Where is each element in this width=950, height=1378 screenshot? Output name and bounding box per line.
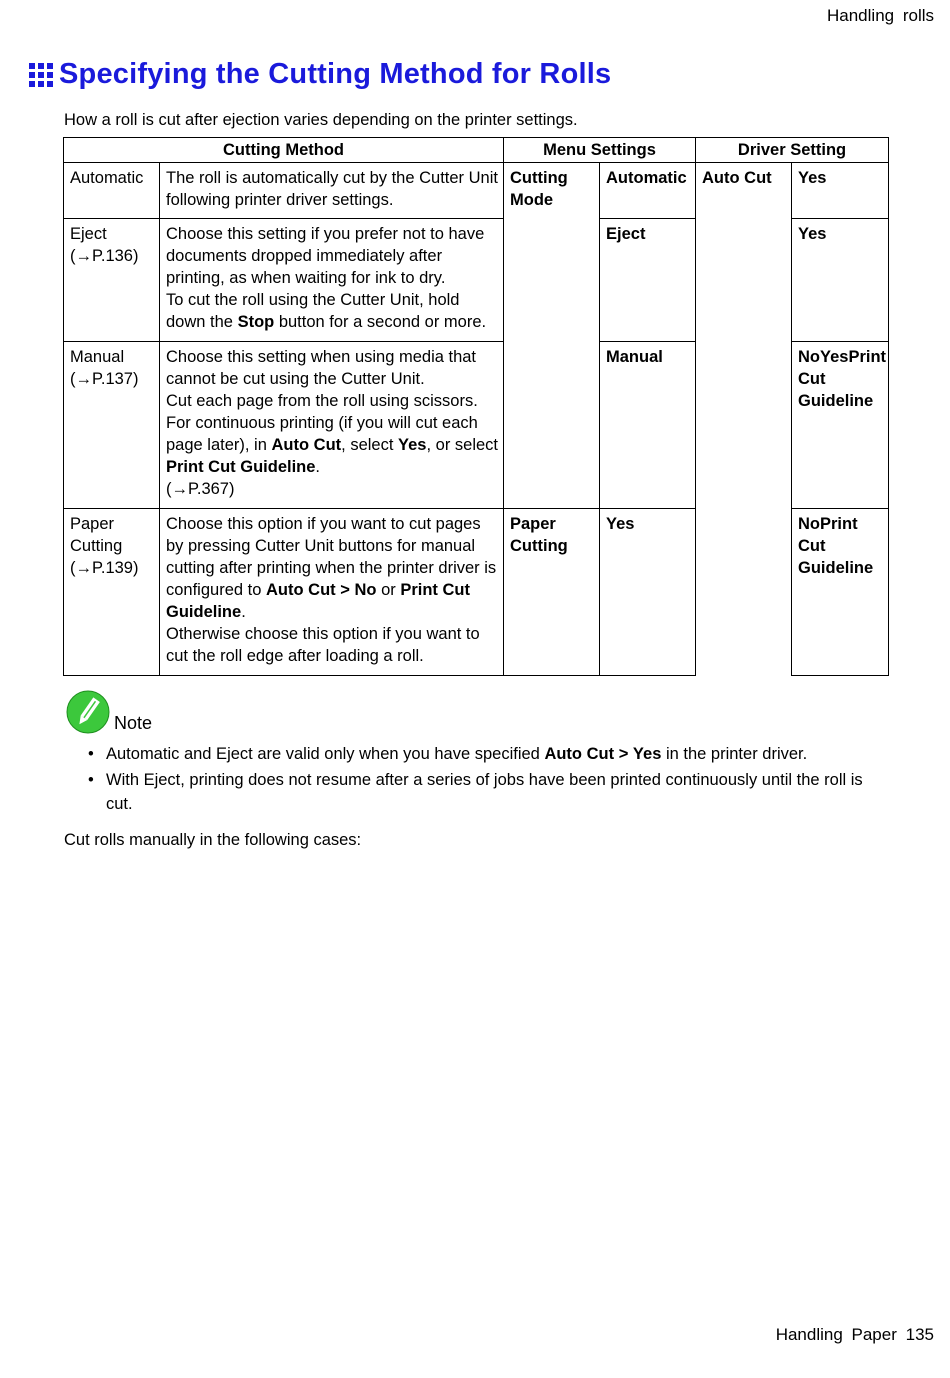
running-header: Handling rolls	[827, 6, 934, 25]
cases-text: Cut rolls manually in the following cases:	[64, 831, 362, 849]
driver-value-cell: NoYesPrint Cut Guideline	[792, 342, 889, 509]
header-driver-setting: Driver Setting	[696, 138, 889, 163]
method-cell: Manual (→P.137)	[64, 342, 160, 509]
page-footer	[776, 1325, 934, 1345]
description-cell: Choose this setting when using media that cannot be cut using the Cutter Unit. Cut each page from the roll using scissors. For continuous printing (if you will cut each page later), in Auto Cut, select Yes, or select Print Cut Guideline. (→P.367)	[160, 342, 504, 509]
note-heading	[66, 690, 152, 734]
cutting-method-table	[63, 137, 889, 676]
grid-dots-icon	[28, 62, 54, 88]
description-cell: The roll is automatically cut by the Cutter Unit following printer driver settings.	[160, 163, 504, 219]
table-header-row	[64, 138, 889, 163]
page-ref: (→P.136)	[70, 247, 139, 265]
menu-item-cutting-mode: Cutting Mode	[504, 163, 600, 219]
menu-item-empty	[504, 219, 600, 342]
list-item: • With Eject, printing does not resume after a series of jobs have been printed continuously until the roll is cut.	[88, 768, 868, 816]
driver-item-auto-cut: Auto Cut	[696, 163, 792, 676]
method-cell: Automatic	[64, 163, 160, 219]
page-title: Specifying the Cutting Method for Rolls	[59, 58, 612, 90]
driver-value-cell: NoPrint Cut Guideline	[792, 509, 889, 676]
pencil-note-icon	[66, 690, 110, 734]
menu-value-cell: Eject	[600, 219, 696, 342]
method-cell: Eject (→P.136)	[64, 219, 160, 342]
menu-item-paper-cutting: Paper Cutting	[504, 509, 600, 676]
note-list	[88, 742, 868, 818]
description-cell: Choose this option if you want to cut pages by pressing Cutter Unit buttons for manual cutting after printing when the printer driver is configured to Auto Cut > No or Print Cut Guideline. Otherwise choose this option if you want to cut the roll edge after loading a roll.	[160, 509, 504, 676]
menu-value-cell: Automatic	[600, 163, 696, 219]
menu-value-cell: Manual	[600, 342, 696, 509]
header-menu-settings: Menu Settings	[504, 138, 696, 163]
page-ref: (→P.367)	[166, 480, 235, 498]
driver-value-cell: Yes	[792, 219, 889, 342]
method-cell: Paper Cutting (→P.139)	[64, 509, 160, 676]
description-cell: Choose this setting if you prefer not to have documents dropped immediately after printing, as when waiting for ink to dry. To cut the roll using the Cutter Unit, hold down the Stop button for a second or more.	[160, 219, 504, 342]
page-ref: (→P.137)	[70, 370, 139, 388]
menu-value-cell: Yes	[600, 509, 696, 676]
note-label: Note	[114, 713, 153, 733]
page-ref: (→P.139)	[70, 559, 139, 577]
driver-value-cell: Yes	[792, 163, 889, 219]
section-title	[28, 58, 611, 91]
intro-text: How a roll is cut after ejection varies depending on the printer settings.	[64, 111, 578, 129]
page-number: 135	[905, 1325, 934, 1344]
table-row	[64, 163, 889, 219]
list-item: • Automatic and Eject are valid only when you have specified Auto Cut > Yes in the printer driver.	[88, 742, 868, 766]
menu-item-empty	[504, 342, 600, 509]
header-cutting-method: Cutting Method	[64, 138, 504, 163]
footer-chapter: Handling Paper	[775, 1325, 897, 1344]
